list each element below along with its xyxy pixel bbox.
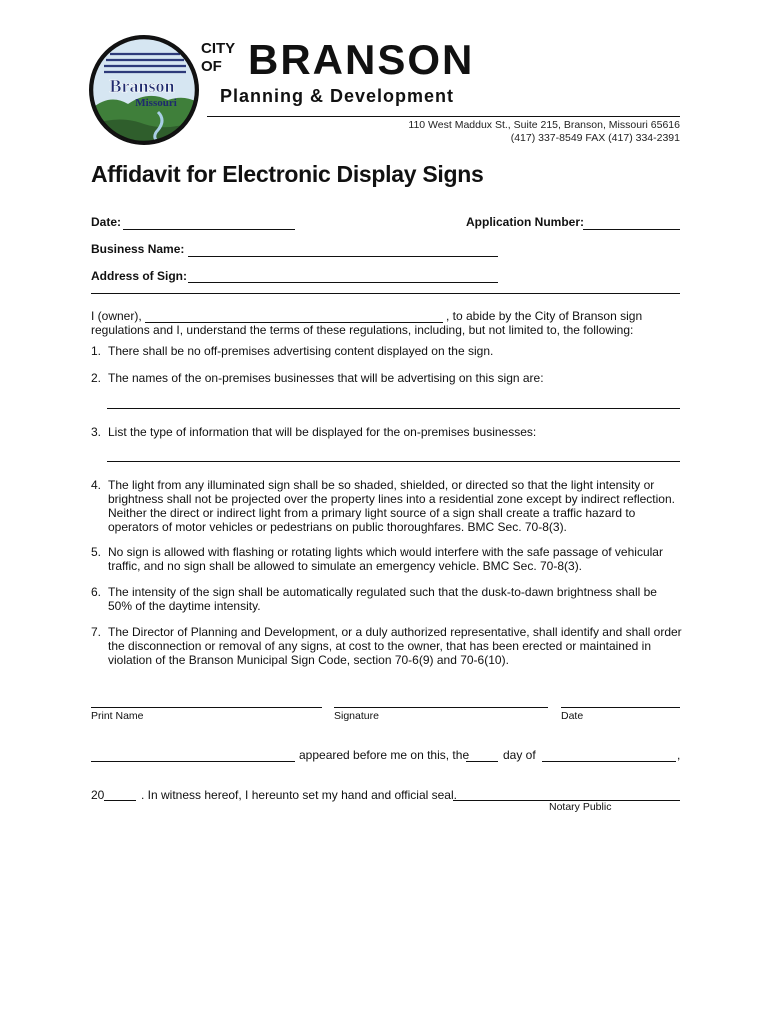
item-text: The intensity of the sign shall be automatically regulated such that the dusk-to-dawn brightness shall be 50% of the daytime intensity. — [108, 585, 657, 613]
list-item — [91, 478, 683, 534]
business-names-field[interactable] — [107, 408, 680, 409]
item-number: 3. — [91, 425, 102, 439]
department-name: Planning & Development — [220, 86, 455, 106]
item-text: The Director of Planning and Development, or a duly authorized representative, shall identify and shall order the disconnection or removal of any signs, at cost to the owner, that has been erected or maintained in violation of the Branson Municipal Sign Code, section 70-6(9) and 70-6(10). — [108, 625, 682, 667]
signature-label: Signature — [334, 710, 379, 722]
item-text: List the type of information that will be displayed for the on-premises businesses: — [108, 425, 537, 439]
signature-field[interactable] — [334, 707, 548, 708]
application-number-label: Application Number: — [466, 215, 585, 229]
list-item — [91, 425, 683, 439]
day-of-text: day of — [503, 748, 536, 762]
item-number: 7. — [91, 625, 102, 639]
address-of-sign-field[interactable] — [188, 282, 498, 283]
application-number-field[interactable] — [583, 229, 680, 230]
list-item — [91, 585, 683, 613]
month-field[interactable] — [542, 761, 676, 762]
appeared-text: appeared before me on this, the — [299, 748, 470, 762]
comma: , — [677, 748, 681, 762]
list-item — [91, 625, 683, 667]
witness-text: . In witness hereof, I hereunto set my hand and official seal. — [141, 788, 457, 802]
item-text: The light from any illuminated sign shall be so shaded, shielded, or directed so that the light intensity or brightness shall not be projected over the property lines into a residential zone except by indirect reflection. Neither the direct or indirect light from a primary light source of a sign shall create a traffic hazard to operators of motor vehicles or pedestrians on public thoroughfares. BMC Sec. 70-8(3). — [108, 478, 675, 534]
phone-fax-line: (417) 337-8549 FAX (417) 334-2391 — [510, 131, 680, 144]
document-title: Affidavit for Electronic Display Signs — [91, 161, 484, 187]
business-name-label: Business Name: — [91, 242, 185, 256]
list-item — [91, 344, 683, 358]
logo-text: Branson — [109, 76, 175, 96]
signature-date-field[interactable] — [561, 707, 680, 708]
logo-subtext: Missouri — [135, 97, 177, 109]
item-number: 1. — [91, 344, 102, 358]
item-text: There shall be no off-premises advertising content displayed on the sign. — [108, 344, 494, 358]
intro-line-2: regulations and I, understand the terms of these regulations, including, but not limited to, the following: — [91, 323, 634, 337]
item-text: The names of the on-premises businesses that will be advertising on this sign are: — [108, 371, 544, 385]
city-of-label — [201, 41, 235, 74]
branson-logo — [88, 34, 200, 146]
date-label: Date: — [91, 215, 122, 229]
list-item — [91, 371, 683, 385]
date-label-sig: Date — [561, 710, 584, 722]
item-number: 2. — [91, 371, 102, 385]
section-divider — [91, 293, 680, 294]
owner-prefix: I (owner), — [91, 309, 142, 323]
city-word: CITY — [201, 40, 236, 57]
day-field[interactable] — [466, 761, 498, 762]
business-name-field[interactable] — [188, 256, 498, 257]
list-item — [91, 545, 683, 573]
address-line: 110 West Maddux St., Suite 215, Branson, Missouri 65616 — [408, 119, 680, 131]
branson-wordmark: BRANSON — [248, 36, 475, 83]
owner-suffix: , to abide by the City of Branson sign — [446, 309, 643, 323]
of-word: OF — [201, 58, 222, 75]
contact-info — [408, 119, 680, 144]
information-type-field[interactable] — [107, 461, 680, 462]
item-number: 4. — [91, 478, 102, 492]
notary-public-label: Notary Public — [549, 801, 612, 813]
print-name-field[interactable] — [91, 707, 322, 708]
header-divider — [207, 116, 680, 117]
address-of-sign-label: Address of Sign: — [91, 269, 188, 283]
notary-name-field[interactable] — [91, 761, 295, 762]
print-name-label: Print Name — [91, 710, 144, 722]
item-number: 5. — [91, 545, 102, 559]
year-prefix: 20 — [91, 788, 105, 802]
year-field[interactable] — [104, 800, 136, 801]
date-field[interactable] — [123, 229, 295, 230]
item-text: No sign is allowed with flashing or rotating lights which would interfere with the safe passage of vehicular traffic, and no sign shall be allowed to simulate an emergency vehicle. BMC Sec. 70-8(3). — [108, 545, 663, 573]
item-number: 6. — [91, 585, 102, 599]
